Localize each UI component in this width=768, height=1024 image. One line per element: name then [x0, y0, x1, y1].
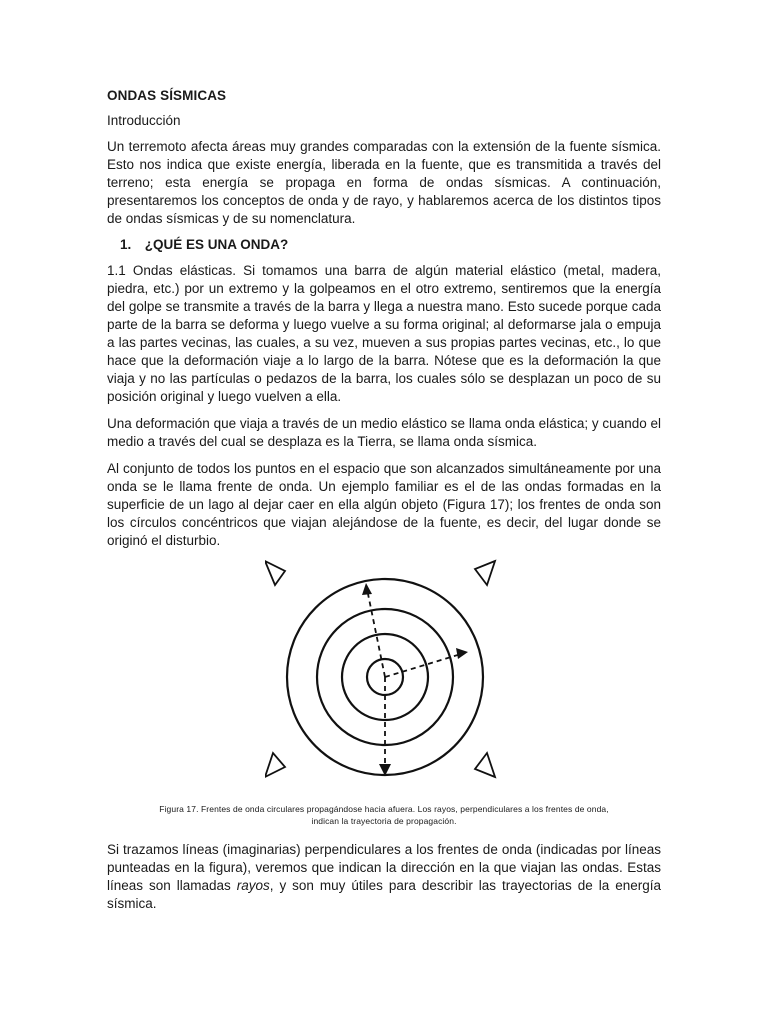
section-1-number: 1.	[120, 237, 132, 252]
intro-paragraph: Un terremoto afecta áreas muy grandes comparadas con la extensión de la fuente sísmica. Esto nos indica que existe energía, liberada en la fuente, que es transmitida a través del terreno; esta energía se propaga en forma de ondas sísmicas. A continuación, presentaremos los conceptos de onda y de rayo, y hablaremos acerca de los distintos tipos de ondas sísmicas y de su nomenclatura.	[107, 139, 661, 226]
section-1-heading	[107, 237, 661, 252]
paragraph-rays	[107, 841, 661, 913]
outward-arrow-bottom-left	[265, 753, 285, 777]
rays-term: rayos	[236, 878, 270, 893]
paragraph-elastic-wave-definition: Una deformación que viaja a través de un medio elástico se llama onda elástica; y cuando el medio a través del cual se desplaza es la Tierra, se llama onda sísmica.	[107, 416, 661, 449]
document-page	[107, 88, 661, 922]
paragraph-wavefront: Al conjunto de todos los puntos en el espacio que son alcanzados simultáneamente por una onda se le llama frente de onda. Un ejemplo familiar es el de las ondas formadas en la superficie de un lago al dejar caer en ella algún objeto (Figura 17); los frentes de onda son los círculos concéntricos que viajan alejándose de la fuente, es decir, del lugar donde se originó el disturbio.	[107, 461, 661, 548]
outward-arrow-bottom-right	[475, 753, 495, 777]
figure-caption-line-2: indican la trayectoria de propagación.	[311, 816, 457, 826]
figure-17	[107, 559, 661, 799]
wavefront-diagram	[265, 559, 505, 799]
section-1-title: ¿QUÉ ES UNA ONDA?	[144, 237, 289, 252]
ray-right-arrowhead	[456, 648, 468, 659]
paragraph-rays-text-after: , y son muy útiles para describir las trayectorias de la energía sísmica.	[107, 878, 661, 911]
document-title: ONDAS SÍSMICAS	[107, 88, 227, 103]
paragraph-elastic-waves: 1.1 Ondas elásticas. Si tomamos una barra de algún material elástico (metal, madera, piedra, etc.) por un extremo y la golpeamos en el otro extremo, sentiremos que la energía del golpe se transmite a través de la barra y llega a nuestra mano. Esto sucede porque cada parte de la barra se deforma y luego vuelve a su forma original; al deformarse jala o empuja a las partes vecinas, las cuales, a su vez, mueven a sus propias partes vecinas, etc., lo que hace que la deformación viaje a lo largo de la barra. Nótese que es la deformación la que viaja y no las partículas o pedazos de la barra, los cuales sólo se desplazan un poco de su posición original y luego vuelven a ella.	[107, 263, 661, 404]
intro-heading: Introducción	[107, 113, 181, 128]
figure-caption-line-1: Figura 17. Frentes de onda circulares propagándose hacia afuera. Los rayos, perpendiculares a los frentes de onda,	[159, 804, 609, 814]
outward-arrow-top-right	[475, 561, 495, 585]
paragraph-rays-text-before: Si trazamos líneas (imaginarias) perpendiculares a los frentes de onda (indicadas por líneas punteadas en la figura), veremos que indican la dirección en la que viajan las ondas. Estas líneas son llamadas	[107, 842, 661, 893]
figure-caption	[107, 803, 661, 827]
outward-arrow-top-left	[265, 561, 285, 585]
ray-up-arrowhead	[362, 583, 372, 595]
